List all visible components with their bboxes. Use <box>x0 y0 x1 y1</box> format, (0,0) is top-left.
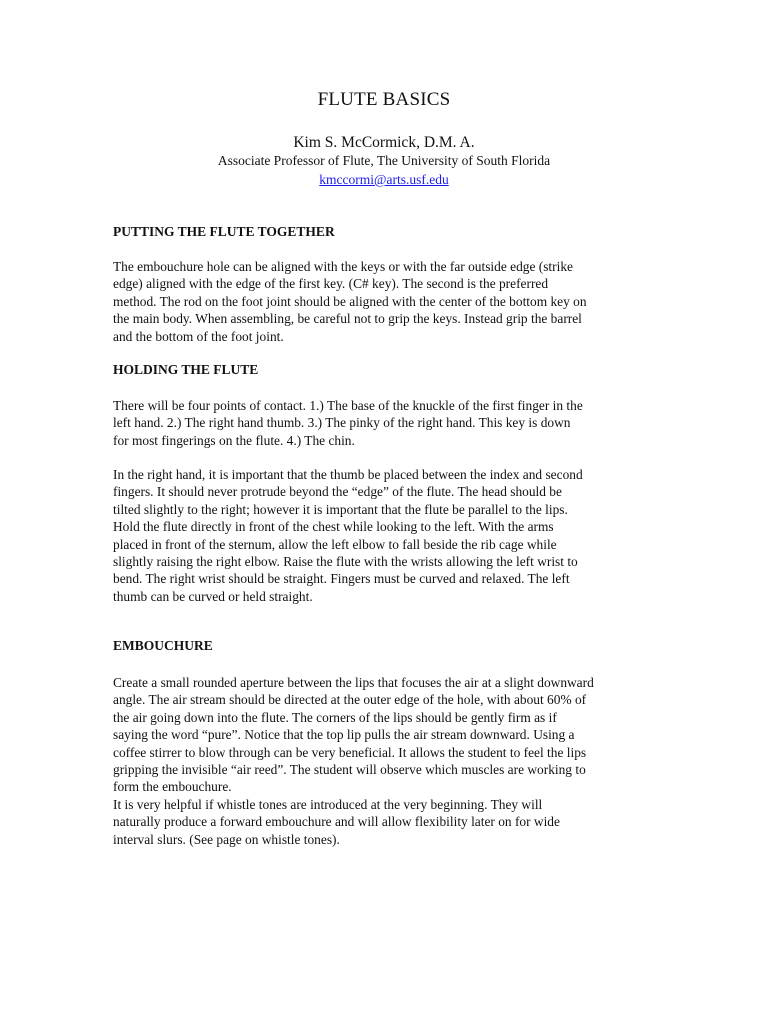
text-line: method. The rod on the foot joint should be aligned with the center of the bottom key on <box>113 293 587 309</box>
text-line: the main body. When assembling, be careful not to grip the keys. Instead grip the barrel <box>113 311 582 327</box>
text-line: interval slurs. (See page on whistle tones). <box>113 831 340 847</box>
text-line: angle. The air stream should be directed at the outer edge of the hole, with about 60% of <box>113 692 587 708</box>
text-line: There will be four points of contact. 1.) The base of the knuckle of the first finger in the <box>113 398 583 413</box>
author-name: Kim S. McCormick, D.M. A. <box>293 134 475 151</box>
paragraph-embouchure-whistle-tones <box>113 796 661 848</box>
paragraph-holding-contact <box>113 397 661 449</box>
paragraph-assembly <box>113 258 661 345</box>
text-line: coffee stirrer to blow through can be very beneficial. It allows the student to feel the lips <box>113 744 587 760</box>
paragraph-holding-position <box>113 466 661 605</box>
text-line: tilted slightly to the right; however it is important that the flute be parallel to the lips. <box>113 501 568 517</box>
email-link[interactable]: kmccormi@arts.usf.edu <box>319 172 449 187</box>
text-line: left hand. 2.) The right hand thumb. 3.) The pinky of the right hand. This key is down <box>113 415 571 431</box>
text-line: fingers. It should never protrude beyond the “edge” of the flute. The head should be <box>113 484 562 500</box>
text-line: saying the word “pure”. Notice that the top lip pulls the air stream downward. Using a <box>113 727 575 743</box>
section-heading-assembly: PUTTING THE FLUTE TOGETHER <box>113 224 335 239</box>
text-line: It is very helpful if whistle tones are introduced at the very beginning. They will <box>113 797 543 812</box>
text-line: thumb can be curved or held straight. <box>113 588 313 604</box>
text-line: naturally produce a forward embouchure and will allow flexibility later on for wide <box>113 814 560 830</box>
author-affiliation: Associate Professor of Flute, The University of South Florida <box>217 153 551 168</box>
author-email <box>0 172 768 188</box>
text-line: the air going down into the flute. The corners of the lips should be gently firm as if <box>113 709 557 725</box>
paragraph-embouchure-aperture <box>113 674 661 796</box>
text-line: In the right hand, it is important that the thumb be placed between the index and second <box>113 467 583 482</box>
text-line: bend. The right wrist should be straight. Fingers must be curved and relaxed. The left <box>113 571 570 587</box>
text-line: slightly raising the right elbow. Raise the flute with the wrists allowing the left wrist to <box>113 554 578 570</box>
text-line: and the bottom of the foot joint. <box>113 328 284 344</box>
text-line: gripping the invisible “air reed”. The student will observe which muscles are working to <box>113 762 586 778</box>
text-line: for most fingerings on the flute. 4.) The chin. <box>113 432 355 448</box>
text-line: Create a small rounded aperture between the lips that focuses the air at a slight downward <box>113 675 594 690</box>
text-line: Hold the flute directly in front of the chest while looking to the left. With the arms <box>113 519 554 535</box>
text-line: The embouchure hole can be aligned with the keys or with the far outside edge (strike <box>113 259 573 274</box>
document-title: FLUTE BASICS <box>317 89 451 110</box>
text-line: form the embouchure. <box>113 779 232 795</box>
section-heading-embouchure: EMBOUCHURE <box>113 638 213 653</box>
text-line: edge) aligned with the edge of the first key. (C# key). The second is the preferred <box>113 276 549 292</box>
text-line: placed in front of the sternum, allow the left elbow to fall beside the rib cage while <box>113 536 557 552</box>
section-heading-holding: HOLDING THE FLUTE <box>113 362 259 377</box>
